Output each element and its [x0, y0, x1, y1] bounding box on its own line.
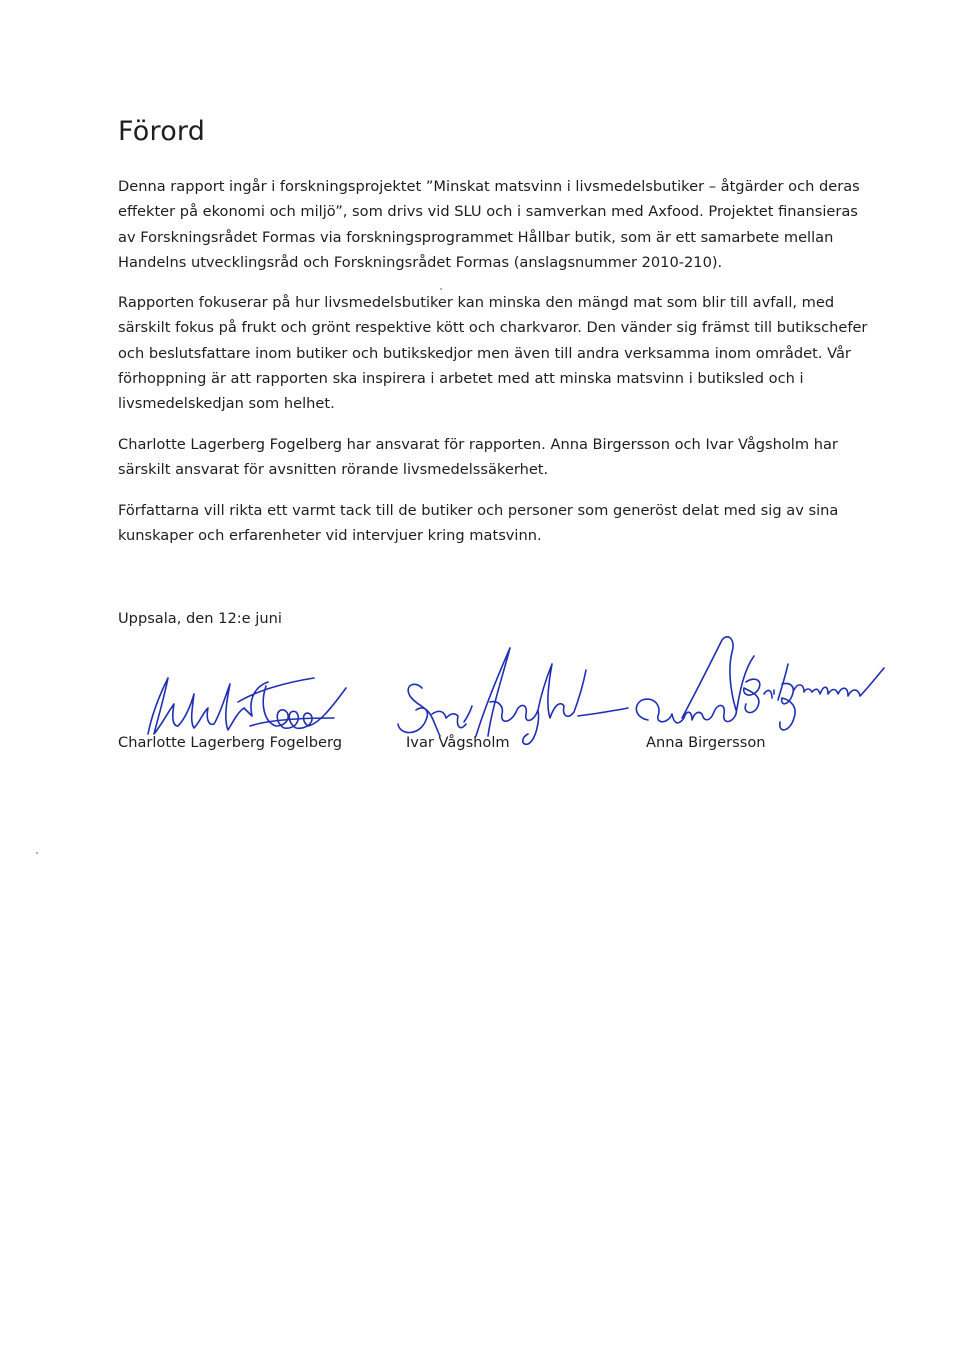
signatory-name-anna: Anna Birgersson [646, 734, 766, 751]
place-and-date: Uppsala, den 12:e juni [118, 610, 282, 627]
page-title: Förord [118, 116, 206, 147]
signatory-name-charlotte: Charlotte Lagerberg Fogelberg [118, 734, 342, 751]
scan-speck [440, 288, 442, 290]
signature-anna-birgersson [618, 634, 888, 744]
paragraph-responsibility: Charlotte Lagerberg Fogelberg har ansvarat för rapporten. Anna Birgersson och Ivar Vågsholm har särskilt ansvarat för avsnitten rörande livsmedelssäkerhet. [118, 436, 838, 479]
paragraph-thanks: Författarna vill rikta ett varmt tack till de butiker och personer som generöst delat med sig av sina kunskaper och erfarenheter vid intervjuer kring matsvinn. [118, 502, 839, 545]
paragraph-focus: Rapporten fokuserar på hur livsmedelsbutiker kan minska den mängd mat som blir till avfall, med särskilt fokus på frukt och grönt respektive kött och charkvaror. Den vänder sig främst till butikschefer och beslutsfattare inom butiker och butikskedjor men även till andra verksamma inom området. Vår förhoppning är att rapporten ska inspirera i arbetet med att minska matsvinn i butiksled och i livsmedelskedjan som helhet. [118, 294, 868, 413]
scan-speck [36, 852, 38, 854]
signatory-name-ivar: Ivar Vågsholm [406, 734, 510, 751]
paragraph-project: Denna rapport ingår i forskningsprojektet ”Minskat matsvinn i livsmedelsbutiker – åtgärder och deras effekter på ekonomi och miljö”, som drivs vid SLU och i samverkan med Axfood. Projektet finansieras av Forskningsrådet Formas via forskningsprogrammet Hållbar butik, som är ett samarbete mellan Handelns utvecklingsråd och Forskningsrådet Formas (anslagsnummer 2010-210). [118, 178, 860, 271]
